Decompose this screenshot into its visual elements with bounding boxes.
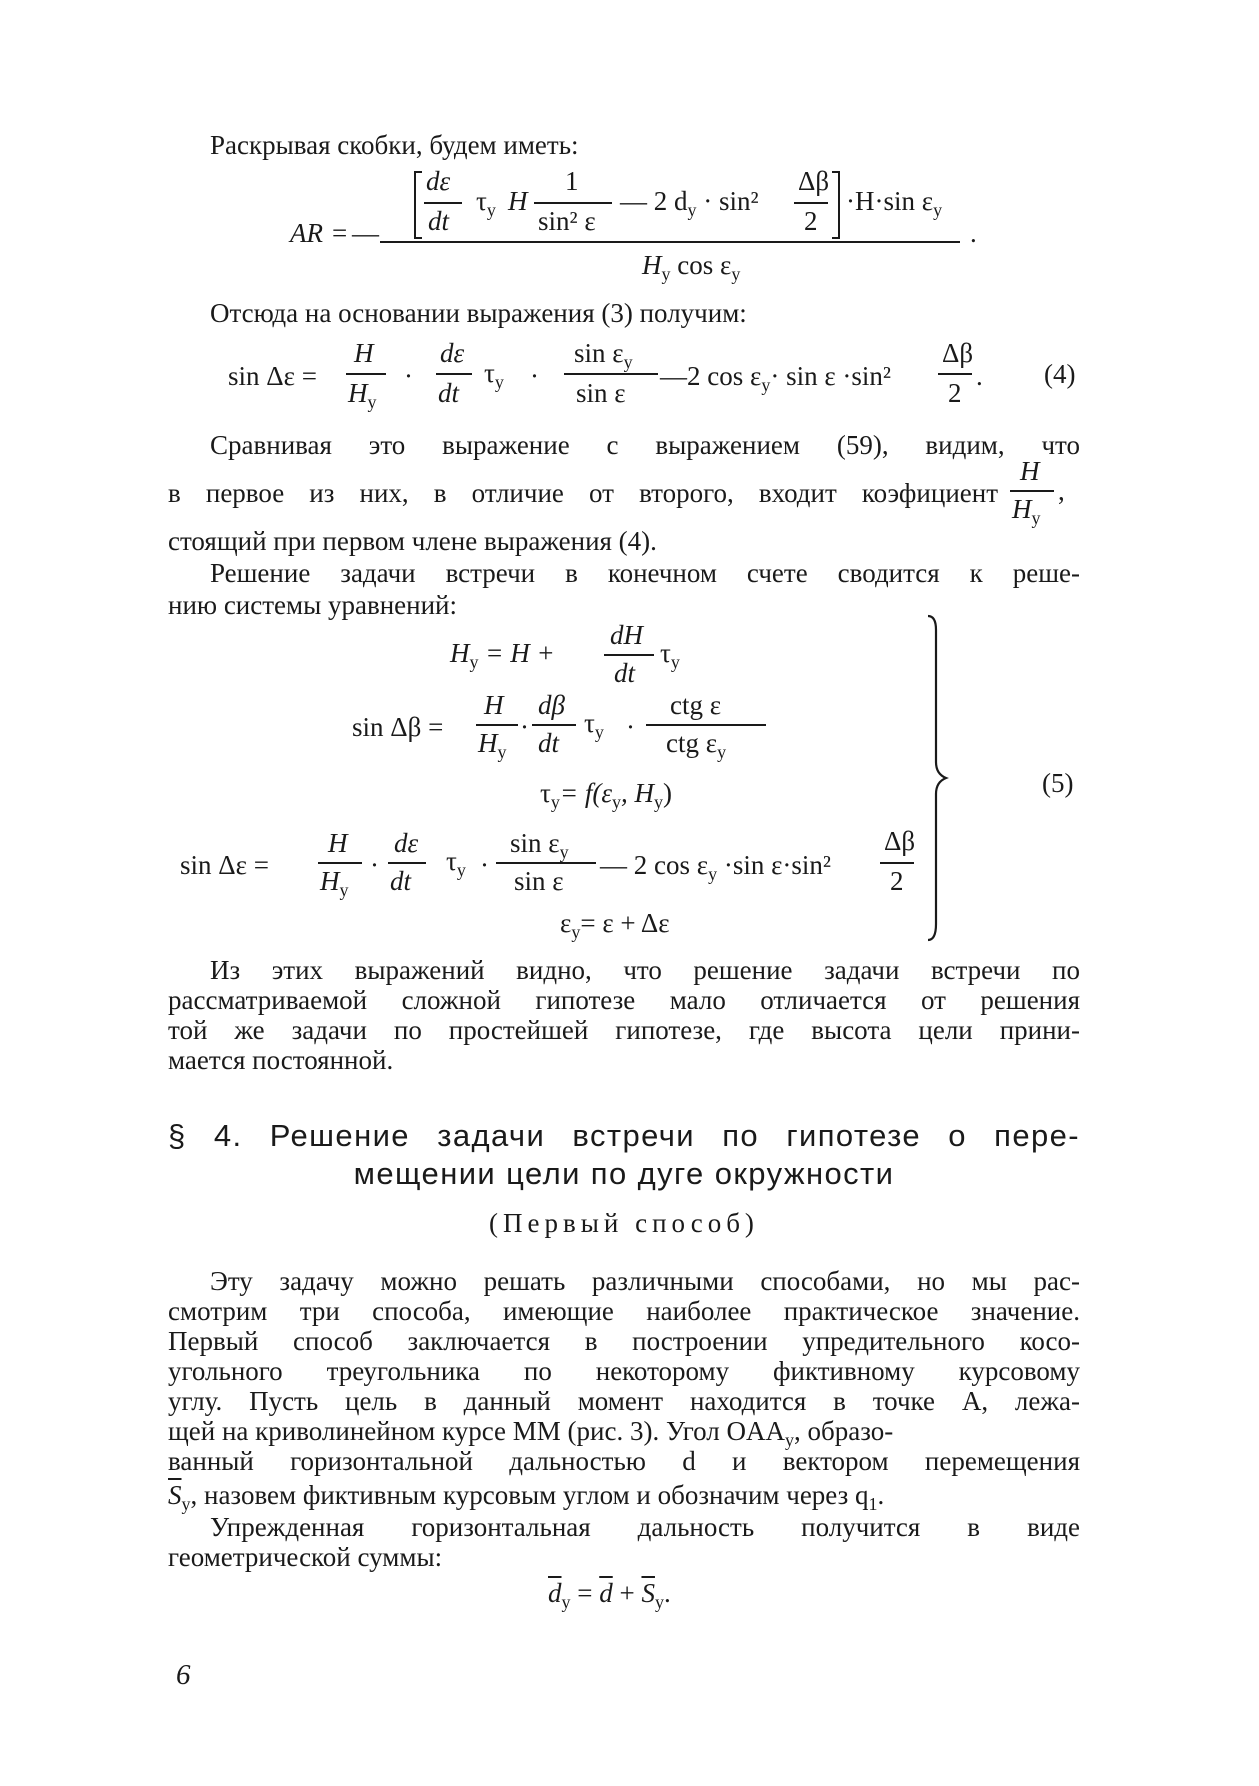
eq4-tau: τ [484, 358, 495, 388]
equation-4 [228, 338, 1088, 418]
sys-l3-sub-2: y [653, 792, 663, 812]
ar-tau-sub: y [486, 200, 496, 220]
para4-line8-text: назовем фиктивным курсовым углом и обозначим через q [204, 1480, 869, 1510]
para1-frac-bar [1010, 490, 1054, 492]
vector-S: $\overline{S}$ [168, 1480, 182, 1510]
para1-line1: Сравнивая это выражение с выражением (59), видим, что [210, 430, 1080, 460]
final-eq: = [570, 1578, 600, 1608]
para4-line1: Эту задачу можно решать различными способами, но мы рас- [210, 1266, 1080, 1296]
eq4-dot-2: · [530, 361, 539, 391]
sys-bar-8 [880, 862, 914, 864]
eq4-two: 2 [948, 378, 962, 408]
ar-frac-bar-1 [424, 202, 462, 204]
sys-l3-H: , H [620, 778, 654, 808]
final-S-sub: y [654, 1592, 664, 1612]
equation-number-5: (5) [1042, 768, 1074, 798]
ar-equals: = [332, 218, 348, 248]
section-heading-line2: мещении цели по дуге окружности [353, 1156, 895, 1191]
eq4-bar-1 [346, 373, 386, 375]
ar-main-bar [380, 241, 960, 243]
sys-l4-two: 2 [890, 866, 904, 896]
sys-bar-2 [476, 724, 518, 726]
para4-line6-text: щей на криволинейном курсе MM (рис. 3). Угол OAA [168, 1416, 785, 1446]
sys-tau-3-sub: y [550, 792, 560, 812]
para1-fraction [1006, 456, 1066, 532]
sys-l2-dot-1: · [520, 712, 529, 742]
final-dy: $\overline{d}$ [548, 1578, 562, 1608]
eq4-lhs: sin Δε = [228, 361, 317, 391]
ar-dbeta: Δβ [798, 166, 830, 196]
sys-l4-sin2: ·sin ε·sin² [717, 850, 832, 880]
eq4-Hy-sub: y [367, 392, 377, 412]
sys-ctg-e: ctg ε [670, 690, 722, 720]
para3-line1: Из этих выражений видно, что решение задачи встречи по [210, 955, 1080, 985]
section-method: (Первый способ) [489, 1208, 759, 1238]
para4-line3: Первый способ заключается в построении упредительного косо- [168, 1326, 1080, 1356]
eq4-cos-sub: y [761, 375, 771, 395]
para1-line3: стоящий при первом члене выражения (4). [168, 526, 657, 556]
sys-ctg-ey-sub: y [717, 742, 727, 762]
para1-frac-sub: y [1031, 508, 1041, 528]
sys-l4-Hy-sub: y [339, 880, 349, 900]
ar-H: H [508, 186, 528, 216]
para4-q-sub: 1 [868, 1494, 878, 1514]
sys-l4-dbeta: Δβ [884, 826, 916, 856]
sys-l2-Hy: H [478, 728, 498, 758]
eq4-bar-3 [564, 373, 658, 375]
ar-den-sub2: y [731, 264, 741, 284]
equation-final [548, 1578, 671, 1613]
sys-tau-4: τ [446, 846, 457, 876]
left-bracket [412, 170, 424, 240]
final-period: . [663, 1578, 671, 1608]
ar-minus: — [352, 218, 379, 248]
sys-l2-dot-2: · [626, 712, 635, 742]
sys-tau-1-sub: y [670, 652, 680, 672]
sys-tau-3: τ [540, 778, 551, 808]
sys-l4-sin-e: sin ε [514, 866, 564, 896]
sys-l3-sub-1: y [611, 792, 621, 812]
sys-tau-2-sub: y [594, 722, 604, 742]
sys-l2-H: H [484, 690, 504, 720]
ar-den-cos: cos ε [670, 250, 732, 280]
eq4-dbeta: Δβ [942, 338, 974, 368]
sys-dt-2: dt [538, 728, 560, 758]
para4-line6-sub: y [784, 1430, 794, 1450]
equation-ar [290, 166, 990, 286]
para5-line2: геометрической суммы: [168, 1542, 443, 1572]
sys-dt-1: dt [614, 658, 636, 688]
para4-line7: ванный горизонтальной дальностью d и вектором перемещения [168, 1446, 1080, 1476]
sys-bar-4 [646, 724, 766, 726]
sys-l3-end: ) [662, 778, 672, 808]
ar-den-sub: y [661, 264, 671, 284]
system-brace [924, 614, 954, 944]
eq4-H: H [354, 338, 374, 368]
sys-l4-Hy: H [320, 866, 340, 896]
intro-text-2: Отсюда на основании выражения (3) получим: [210, 298, 747, 328]
ar-den-H: H [642, 250, 662, 280]
page-number: 6 [176, 1659, 191, 1691]
eq4-dot-1: · [404, 361, 413, 391]
final-dy-sub: y [561, 1592, 571, 1612]
final-plus: + [612, 1578, 642, 1608]
sys-l4-dot-2: · [480, 850, 489, 880]
eq4-bar-4 [938, 373, 972, 375]
ar-two: 2 [804, 206, 818, 236]
para4-line5: углу. Пусть цель в данный момент находится в точке A, лежа- [168, 1386, 1080, 1416]
para4-line6-tail: , образо- [793, 1416, 894, 1446]
eq4-Hy: H [348, 378, 368, 408]
para4-line8: $\overline{S}_y$, назовем фиктивным курсовым углом и обозначим через $q_1$. [168, 1480, 885, 1514]
sys-l4-lhs: sin Δε = [180, 850, 269, 880]
sys-l5-sub: y [571, 922, 581, 942]
ar-frac-bar-2 [534, 202, 612, 204]
eq4-sin-ey: sin ε [574, 338, 624, 368]
para3-line2: рассматриваемой сложной гипотезе мало отличается от решения [168, 985, 1080, 1015]
sys-tau-2: τ [584, 708, 595, 738]
sys-l5-rest: = ε + Δε [580, 908, 670, 938]
sys-tau-1: τ [660, 638, 671, 668]
para1-frac-den: H [1012, 494, 1032, 524]
para4-period: . [877, 1480, 885, 1510]
sys-dH: dH [610, 620, 643, 650]
para2-line1: Решение задачи встречи в конечном счете сводится к реше- [210, 558, 1080, 588]
para1-frac-num: H [1020, 456, 1040, 486]
sys-l4-sin-ey-sub: y [559, 842, 569, 862]
eq4-dt: dt [438, 378, 460, 408]
eq4-bar-2 [436, 373, 472, 375]
vector-S-sub: y [181, 1494, 191, 1514]
ar-2dy: — 2 d [620, 186, 688, 216]
intro-text: Раскрывая скобки, будем иметь: [210, 130, 579, 160]
eq4-cos: —2 cos ε [660, 361, 762, 391]
section-heading-line1: § 4. Решение задачи встречи по гипотезе о пере- [168, 1118, 1080, 1153]
sys-l1-Hy: H [450, 638, 470, 668]
para3-line3: той же задачи по простейшей гипотезе, где высота цели прини- [168, 1015, 1080, 1045]
sys-dt-3: dt [390, 866, 412, 896]
ar-period: . [970, 218, 977, 248]
ar-one: 1 [565, 166, 579, 196]
ar-tau: τ [476, 186, 487, 216]
right-bracket [830, 170, 842, 240]
final-S: $\overline{S}$ [641, 1578, 655, 1608]
sys-l5-eps: ε [560, 908, 572, 938]
ar-dt: dt [428, 206, 450, 236]
sys-l4-dot-1: · [370, 850, 379, 880]
eq4-tau-sub: y [494, 372, 504, 392]
ar-dy-sub: y [687, 200, 697, 220]
ar-sin2: · sin² [696, 186, 759, 216]
sys-bar-3 [532, 724, 576, 726]
sys-ctg-ey: ctg ε [666, 728, 718, 758]
sys-bar-1 [604, 654, 654, 656]
eq4-sin2: · sin ε ·sin² [770, 361, 892, 391]
ar-sin2eps: sin² ε [538, 206, 596, 236]
eq4-sin-ey-sub: y [623, 352, 633, 372]
ar-de: dε [426, 166, 451, 196]
eq4-sin-e: sin ε [576, 378, 626, 408]
equation-system-5 [180, 620, 1100, 940]
ar-tail: ·H·sin ε [846, 186, 934, 216]
ar-tail-sub: y [933, 200, 943, 220]
equation-number-4: (4) [1044, 359, 1076, 389]
sys-l2-Hy-sub: y [497, 742, 507, 762]
sys-bar-5 [318, 862, 362, 864]
para2-line2: нию системы уравнений: [168, 590, 458, 620]
para1-line2: в первое из них, в отличие от второго, входит коэфициент [168, 478, 998, 508]
sys-l4-cos: — 2 cos ε [600, 850, 709, 880]
para3-line4: мается постоянной. [168, 1045, 394, 1075]
para1-comma: , [1058, 476, 1065, 506]
sys-tau-4-sub: y [456, 860, 466, 880]
ar-frac-bar-3 [794, 202, 828, 204]
eq4-de: dε [440, 338, 465, 368]
ar-lhs: AR [290, 218, 323, 248]
sys-l1-sub: y [469, 652, 479, 672]
sys-l2-lhs: sin Δβ = [352, 712, 444, 742]
eq4-period: . [976, 361, 983, 391]
sys-l4-cos-sub: y [708, 864, 718, 884]
sys-l4-H: H [328, 828, 348, 858]
sys-l2-dbeta: dβ [538, 690, 565, 720]
para5-line1: Упрежденная горизонтальная дальность получится в виде [210, 1512, 1080, 1542]
sys-l4-de: dε [394, 828, 419, 858]
final-d: $\overline{d}$ [599, 1578, 613, 1608]
para4-line4: угольного треугольника по некоторому фиктивному курсовому [168, 1356, 1080, 1386]
para4-line2: смотрим три способа, имеющие наиболее практическое значение. [168, 1296, 1080, 1326]
sys-l1-mid: = H + [478, 638, 555, 668]
sys-bar-6 [388, 862, 426, 864]
sys-l4-sin-ey: sin ε [510, 828, 560, 858]
sys-l3-f: = f(ε [559, 778, 612, 808]
sys-bar-7 [496, 862, 596, 864]
